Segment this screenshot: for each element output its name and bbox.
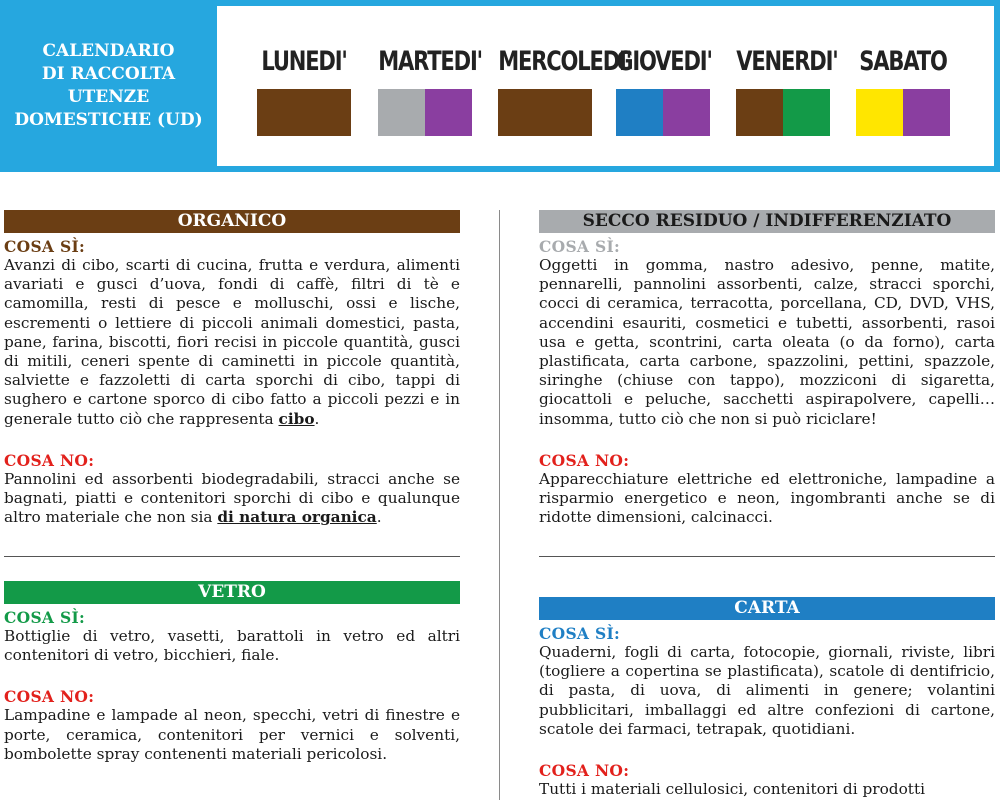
day-name: SABATO [859, 46, 947, 77]
calendar-header [0, 0, 1000, 172]
day-tuesday [365, 6, 485, 166]
color-swatch [378, 89, 425, 136]
calendar-title: CALENDARIO DI RACCOLTA UTENZE DOMESTICHE (UD) [14, 41, 203, 130]
day-swatches [736, 89, 830, 136]
color-swatch [425, 89, 472, 136]
cosa-si-text: Oggetti in gomma, nastro adesivo, penne, matite, pennarelli, pannolini assorbenti, calze, stracci sporchi, cocci di ceramica, terracotta, porcellana, CD, DVD, VHS, accendini esauriti, cosmetici e tubetti, assorbenti, rasoi usa e getta, scontrini, carta oleata (o da forno), carta plastificata, carta carbone, spazzolini, pettini, spazzole, siringhe (chiuse con tappo), mozziconi di sigaretta, giocattoli e peluche, sacchetti aspirapolvere, capelli…insomma, tutto ciò che non si può riciclare! [539, 256, 995, 428]
section-title-bar: ORGANICO [4, 210, 460, 233]
cosa-si-text: Avanzi di cibo, scarti di cucina, frutta e verdura, alimenti avariati e gusci d’uova, fondi di caffè, filtri di tè e camomilla, resti di pesce e molluschi, ossi e lische, escrementi o lettiere di piccoli animali domestici, pasta, pane, farina, biscotti, fiori recisi in piccole quantità, gusci di mitili, ceneri spente di caminetti in piccole quantità, salviette e fazzoletti di carta sporchi di cibo, tappi di sughero e cartone sporco di cibo fatto a piccoli pezzi e in generale tutto ciò che rappresenta cibo. [4, 256, 460, 428]
day-monday [244, 6, 364, 166]
color-swatch [856, 89, 903, 136]
day-swatches [856, 89, 950, 136]
cosa-no-text: Pannolini ed assorbenti biodegradabili, stracci anche se bagnati, piatti e contenitori sporchi di cibo e qualunque altro materiale che non sia di natura organica. [4, 469, 460, 527]
day-swatches [257, 89, 351, 136]
cosa-si-label: COSA SÌ: [4, 608, 86, 627]
day-saturday [843, 6, 963, 166]
cosa-no-label: COSA NO: [4, 450, 95, 470]
color-swatch [736, 89, 783, 136]
column-divider [499, 210, 500, 800]
section-title-bar: SECCO RESIDUO / INDIFFERENZIATO [539, 210, 995, 233]
section-secco-residuo [539, 210, 995, 527]
day-thursday [603, 6, 723, 166]
cosa-no-text: Tutti i materiali cellulosici, contenitori di prodotti [539, 780, 925, 799]
day-swatches [616, 89, 710, 136]
section-organico [4, 210, 460, 527]
cosa-no-label: COSA NO: [4, 687, 95, 707]
section-vetro [4, 581, 460, 764]
section-carta [539, 597, 995, 799]
day-name: MARTEDI' [378, 46, 482, 77]
day-name: GIOVEDI' [616, 46, 712, 77]
cosa-no-label: COSA NO: [539, 761, 630, 781]
cosa-si-text: Bottiglie di vetro, vasetti, barattoli in vetro ed altri contenitori di vetro, bicchieri, fiale. [4, 627, 460, 665]
color-swatch [903, 89, 950, 136]
color-swatch [498, 89, 592, 136]
day-friday [723, 6, 843, 166]
emphasis: cibo [278, 409, 315, 428]
color-swatch [783, 89, 830, 136]
cosa-no-text: Lampadine e lampade al neon, specchi, vetri di finestre e porte, ceramica, contenitori per vernici e solventi, bombolette spray contenenti materiali pericolosi. [4, 706, 460, 763]
section-divider [539, 556, 995, 557]
color-swatch [663, 89, 710, 136]
cosa-no-label: COSA NO: [539, 450, 630, 470]
cosa-si-label: COSA SÌ: [539, 624, 621, 643]
cosa-si-label: COSA SÌ: [539, 237, 621, 256]
day-wednesday [485, 6, 631, 166]
emphasis: di natura organica [217, 508, 377, 527]
day-name: MERCOLEDI' [498, 46, 631, 77]
color-swatch [616, 89, 663, 136]
day-name: VENERDI' [736, 46, 838, 77]
cosa-no-text: Apparecchiature elettriche ed elettroniche, lampadine a risparmio energetico e neon, ingombranti anche se di ridotte dimensioni, calcinacci. [539, 469, 995, 527]
weekly-calendar [217, 6, 994, 166]
day-swatches [498, 89, 592, 136]
day-swatches [378, 89, 472, 136]
color-swatch [257, 89, 351, 136]
cosa-si-text: Quaderni, fogli di carta, fotocopie, giornali, riviste, libri (togliere a copertina se plastificata), scatole di dentifricio, di pasta, di uova, di alimenti in genere; volantini pubblicitari, imballaggi ed altre confezioni di cartone, scatole dei farmaci, tetrapak, quotidiani. [539, 643, 995, 738]
section-title-bar: VETRO [4, 581, 460, 604]
cosa-si-label: COSA SÌ: [4, 237, 86, 256]
day-name: LUNEDI' [261, 46, 347, 77]
section-divider [4, 556, 460, 557]
section-title-bar: CARTA [539, 597, 995, 620]
